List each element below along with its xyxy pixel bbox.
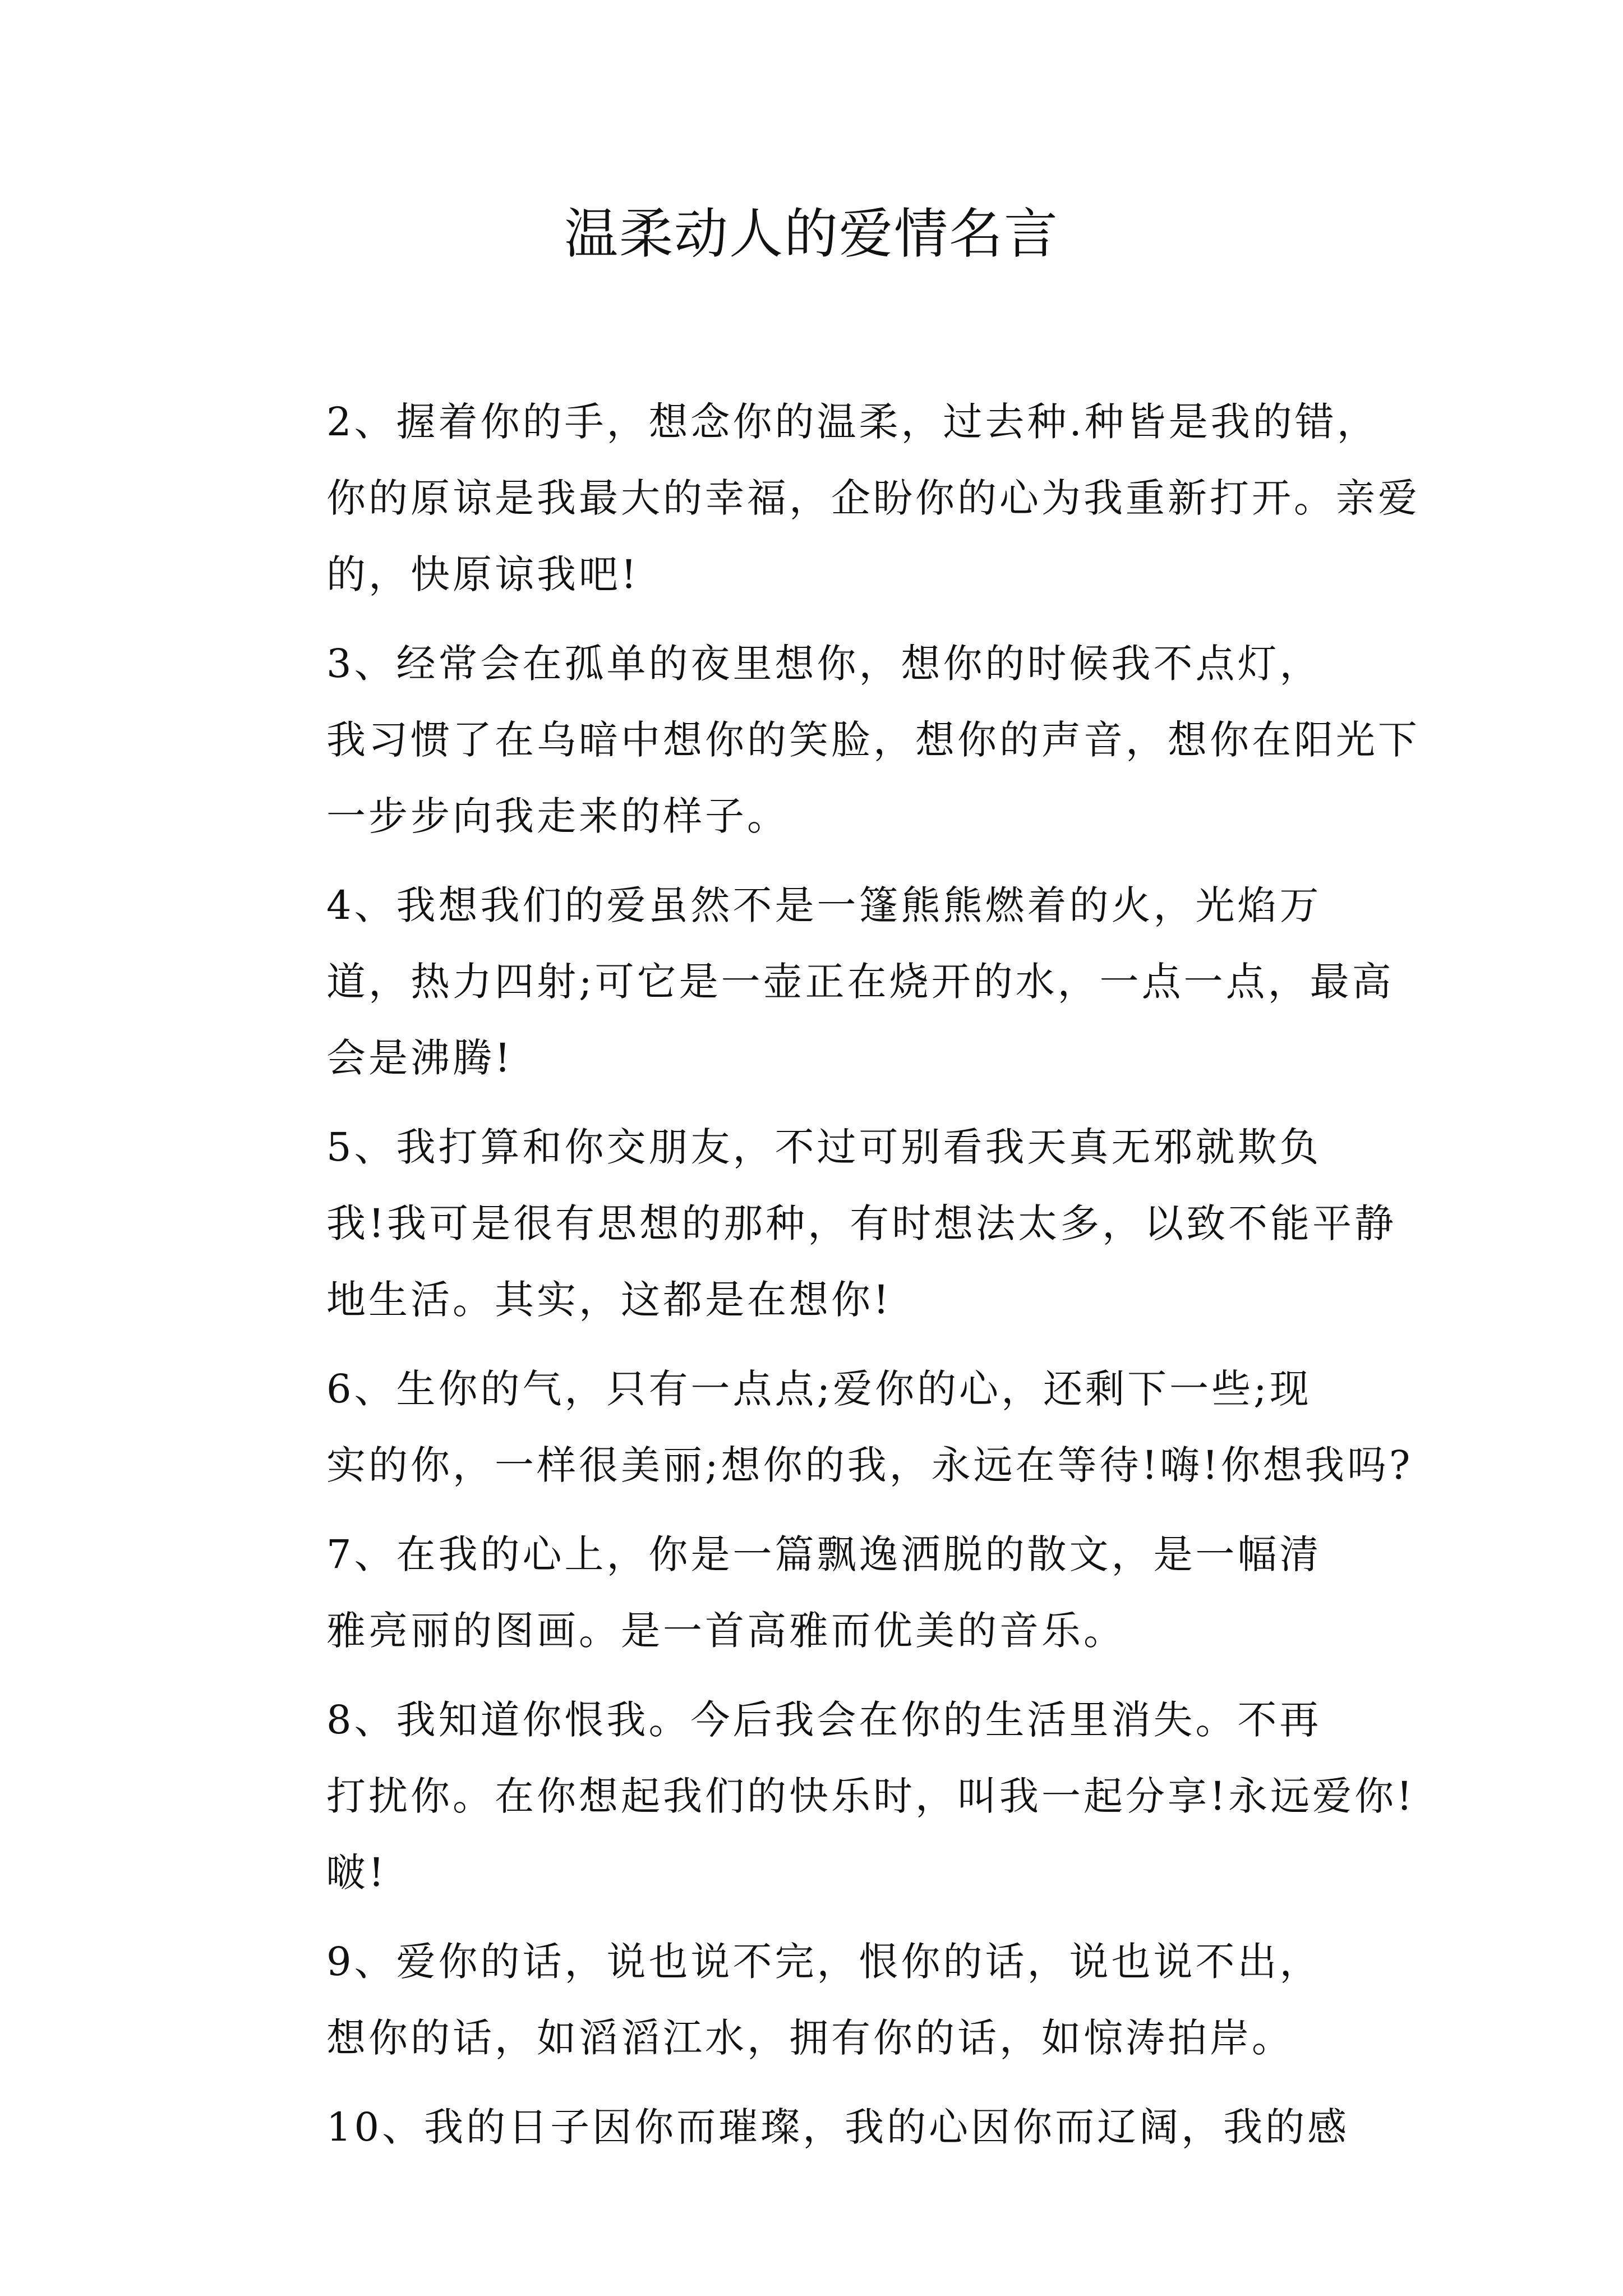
paragraph-line: 你的原谅是我最大的幸福，企盼你的心为我重新打开。亲爱 xyxy=(326,475,1420,521)
paragraph-line: 啵! xyxy=(326,1849,388,1895)
document-body xyxy=(248,384,1420,2178)
paragraph-line: 会是沸腾! xyxy=(326,1035,514,1081)
paragraph-line: 我!我可是很有思想的那种，有时想法太多，以致不能平静 xyxy=(326,1200,1397,1246)
document-title: 温柔动人的爱情名言 xyxy=(564,203,1059,265)
paragraph-4 xyxy=(248,867,1392,1096)
paragraph-line: 地生活。其实，这都是在想你! xyxy=(326,1277,892,1323)
paragraph-line: 8、我知道你恨我。今后我会在你的生活里消失。不再 xyxy=(326,1697,1322,1743)
paragraph-line: 道，热力四射;可它是一壶正在烧开的水，一点一点，最高 xyxy=(326,959,1394,1005)
paragraph-line: 雅亮丽的图画。是一首高雅而优美的音乐。 xyxy=(326,1608,1126,1654)
paragraph-line: 我习惯了在乌暗中想你的笑脸，想你的声音，想你在阳光下 xyxy=(326,717,1420,763)
paragraph-line: 5、我打算和你交朋友，不过可别看我天真无邪就欺负 xyxy=(326,1124,1322,1170)
paragraph-8 xyxy=(248,1682,1415,1911)
paragraph-10 xyxy=(248,2089,1392,2165)
paragraph-line: 9、爱你的话，说也说不完，恨你的话，说也说不出， xyxy=(326,1939,1322,1985)
paragraph-line: 想你的话，如滔滔江水，拥有你的话，如惊涛拍岸。 xyxy=(326,2015,1294,2061)
paragraph-line: 的，快原谅我吧! xyxy=(326,551,640,597)
paragraph-9 xyxy=(248,1924,1392,2076)
paragraph-2 xyxy=(248,384,1420,613)
paragraph-line: 3、经常会在孤单的夜里想你，想你的时候我不点灯， xyxy=(326,641,1322,687)
paragraph-line: 实的你，一样很美丽;想你的我，永远在等待!嗨!你想我吗? xyxy=(326,1442,1413,1488)
paragraph-5 xyxy=(248,1109,1397,1338)
paragraph-3 xyxy=(248,625,1420,854)
paragraph-line: 4、我想我们的爱虽然不是一篷熊熊燃着的火，光焰万 xyxy=(326,882,1322,928)
paragraph-line: 6、生你的气，只有一点点;爱你的心，还剩下一些;现 xyxy=(326,1366,1312,1412)
paragraph-7 xyxy=(248,1516,1392,1669)
paragraph-6 xyxy=(248,1351,1413,1503)
paragraph-line: 打扰你。在你想起我们的快乐时，叫我一起分享!永远爱你! xyxy=(326,1773,1415,1819)
paragraph-line: 7、在我的心上，你是一篇飘逸洒脱的散文，是一幅清 xyxy=(326,1531,1322,1577)
paragraph-line: 一步步向我走来的样子。 xyxy=(326,793,789,839)
paragraph-line: 2、握着你的手，想念你的温柔，过去种.种皆是我的错， xyxy=(326,399,1379,445)
paragraph-line: 10、我的日子因你而璀璨，我的心因你而辽阔，我的感 xyxy=(326,2104,1350,2150)
